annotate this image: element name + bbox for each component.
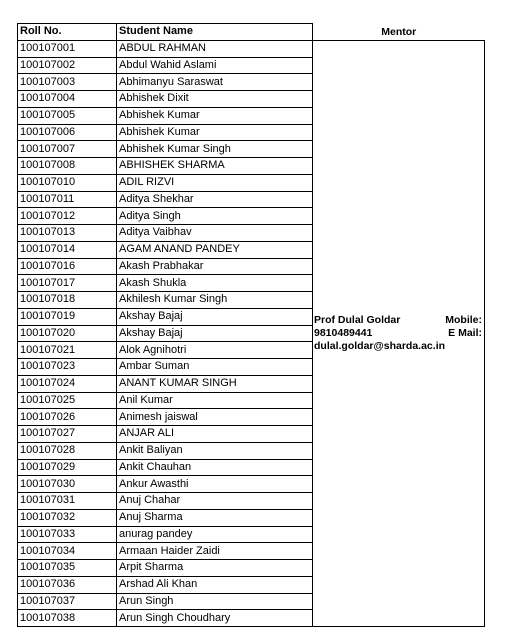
student-name-cell: Arun Singh (117, 593, 313, 610)
table-row (18, 40, 485, 57)
student-name-cell: ABDUL RAHMAN (117, 40, 313, 57)
student-name-cell: Aditya Singh (117, 208, 313, 225)
roll-no-cell: 100107031 (18, 493, 117, 510)
student-name-cell: Aditya Vaibhav (117, 225, 313, 242)
mentor-email: dulal.goldar@sharda.ac.in (314, 339, 446, 352)
student-name-cell: Akshay Bajaj (117, 325, 313, 342)
roll-no-cell: 100107027 (18, 426, 117, 443)
student-name-cell: anurag pandey (117, 526, 313, 543)
roll-no-cell: 100107021 (18, 342, 117, 359)
header-row (18, 24, 485, 41)
student-name-cell: ANJAR ALI (117, 426, 313, 443)
roll-no-cell: 100107018 (18, 292, 117, 309)
table-body (18, 40, 485, 626)
student-name-cell: Anuj Sharma (117, 509, 313, 526)
student-name-cell: Arpit Sharma (117, 560, 313, 577)
mentor-mobile-label: Mobile: (445, 313, 482, 326)
roll-no-cell: 100107030 (18, 476, 117, 493)
roll-no-cell: 100107023 (18, 359, 117, 376)
roll-no-cell: 100107008 (18, 158, 117, 175)
mentor-email-label: E Mail: (448, 326, 482, 339)
student-name-cell: Abhishek Kumar Singh (117, 141, 313, 158)
student-name-cell: Anuj Chahar (117, 493, 313, 510)
roll-no-cell: 100107028 (18, 442, 117, 459)
student-name-cell: Arun Singh Choudhary (117, 610, 313, 627)
header-student-name: Student Name (117, 24, 313, 41)
roll-no-cell: 100107036 (18, 576, 117, 593)
student-name-cell: Anil Kumar (117, 392, 313, 409)
student-name-cell: Abdul Wahid Aslami (117, 57, 313, 74)
student-name-cell: Akash Prabhakar (117, 258, 313, 275)
student-name-cell: ADIL RIZVI (117, 174, 313, 191)
roll-no-cell: 100107007 (18, 141, 117, 158)
roll-no-cell: 100107003 (18, 74, 117, 91)
student-name-cell: Abhishek Kumar (117, 107, 313, 124)
student-name-cell: Arshad Ali Khan (117, 576, 313, 593)
roll-no-cell: 100107005 (18, 107, 117, 124)
mentor-mobile: 9810489441 (314, 326, 373, 339)
roll-no-cell: 100107010 (18, 174, 117, 191)
roll-no-cell: 100107032 (18, 509, 117, 526)
student-name-cell: Animesh jaiswal (117, 409, 313, 426)
roll-no-cell: 100107012 (18, 208, 117, 225)
roll-no-cell: 100107025 (18, 392, 117, 409)
roll-no-cell: 100107006 (18, 124, 117, 141)
roll-no-cell: 100107016 (18, 258, 117, 275)
roll-no-cell: 100107034 (18, 543, 117, 560)
roll-no-cell: 100107038 (18, 610, 117, 627)
roll-no-cell: 100107037 (18, 593, 117, 610)
roll-no-cell: 100107001 (18, 40, 117, 57)
header-mentor: Mentor (381, 25, 417, 38)
roll-no-cell: 100107024 (18, 375, 117, 392)
roll-no-cell: 100107017 (18, 275, 117, 292)
student-name-cell: Ankit Baliyan (117, 442, 313, 459)
student-name-cell: Alok Agnihotri (117, 342, 313, 359)
roll-no-cell: 100107011 (18, 191, 117, 208)
roll-no-cell: 100107019 (18, 308, 117, 325)
mentor-cell (313, 40, 485, 626)
roll-no-cell: 100107026 (18, 409, 117, 426)
student-name-cell: Abhishek Dixit (117, 91, 313, 108)
student-name-cell: Abhishek Kumar (117, 124, 313, 141)
roll-no-cell: 100107029 (18, 459, 117, 476)
roll-no-cell: 100107020 (18, 325, 117, 342)
student-name-cell: AGAM ANAND PANDEY (117, 241, 313, 258)
student-name-cell: ANANT KUMAR SINGH (117, 375, 313, 392)
mentor-allocation-sheet (17, 23, 485, 627)
student-name-cell: Akshay Bajaj (117, 308, 313, 325)
student-name-cell: Armaan Haider Zaidi (117, 543, 313, 560)
mentor-name: Prof Dulal Goldar (314, 313, 401, 326)
mentor-details (313, 314, 484, 353)
roll-no-cell: 100107014 (18, 241, 117, 258)
roll-no-cell: 100107013 (18, 225, 117, 242)
header-roll-no: Roll No. (18, 24, 117, 41)
student-name-cell: Ambar Suman (117, 359, 313, 376)
student-name-cell: Akash Shukla (117, 275, 313, 292)
roll-no-cell: 100107033 (18, 526, 117, 543)
student-name-cell: Ankit Chauhan (117, 459, 313, 476)
student-name-cell: Aditya Shekhar (117, 191, 313, 208)
roll-no-cell: 100107035 (18, 560, 117, 577)
student-name-cell: Abhimanyu Saraswat (117, 74, 313, 91)
student-mentor-table (17, 23, 485, 627)
student-name-cell: ABHISHEK SHARMA (117, 158, 313, 175)
roll-no-cell: 100107004 (18, 91, 117, 108)
roll-no-cell: 100107002 (18, 57, 117, 74)
student-name-cell: Ankur Awasthi (117, 476, 313, 493)
student-name-cell: Akhilesh Kumar Singh (117, 292, 313, 309)
